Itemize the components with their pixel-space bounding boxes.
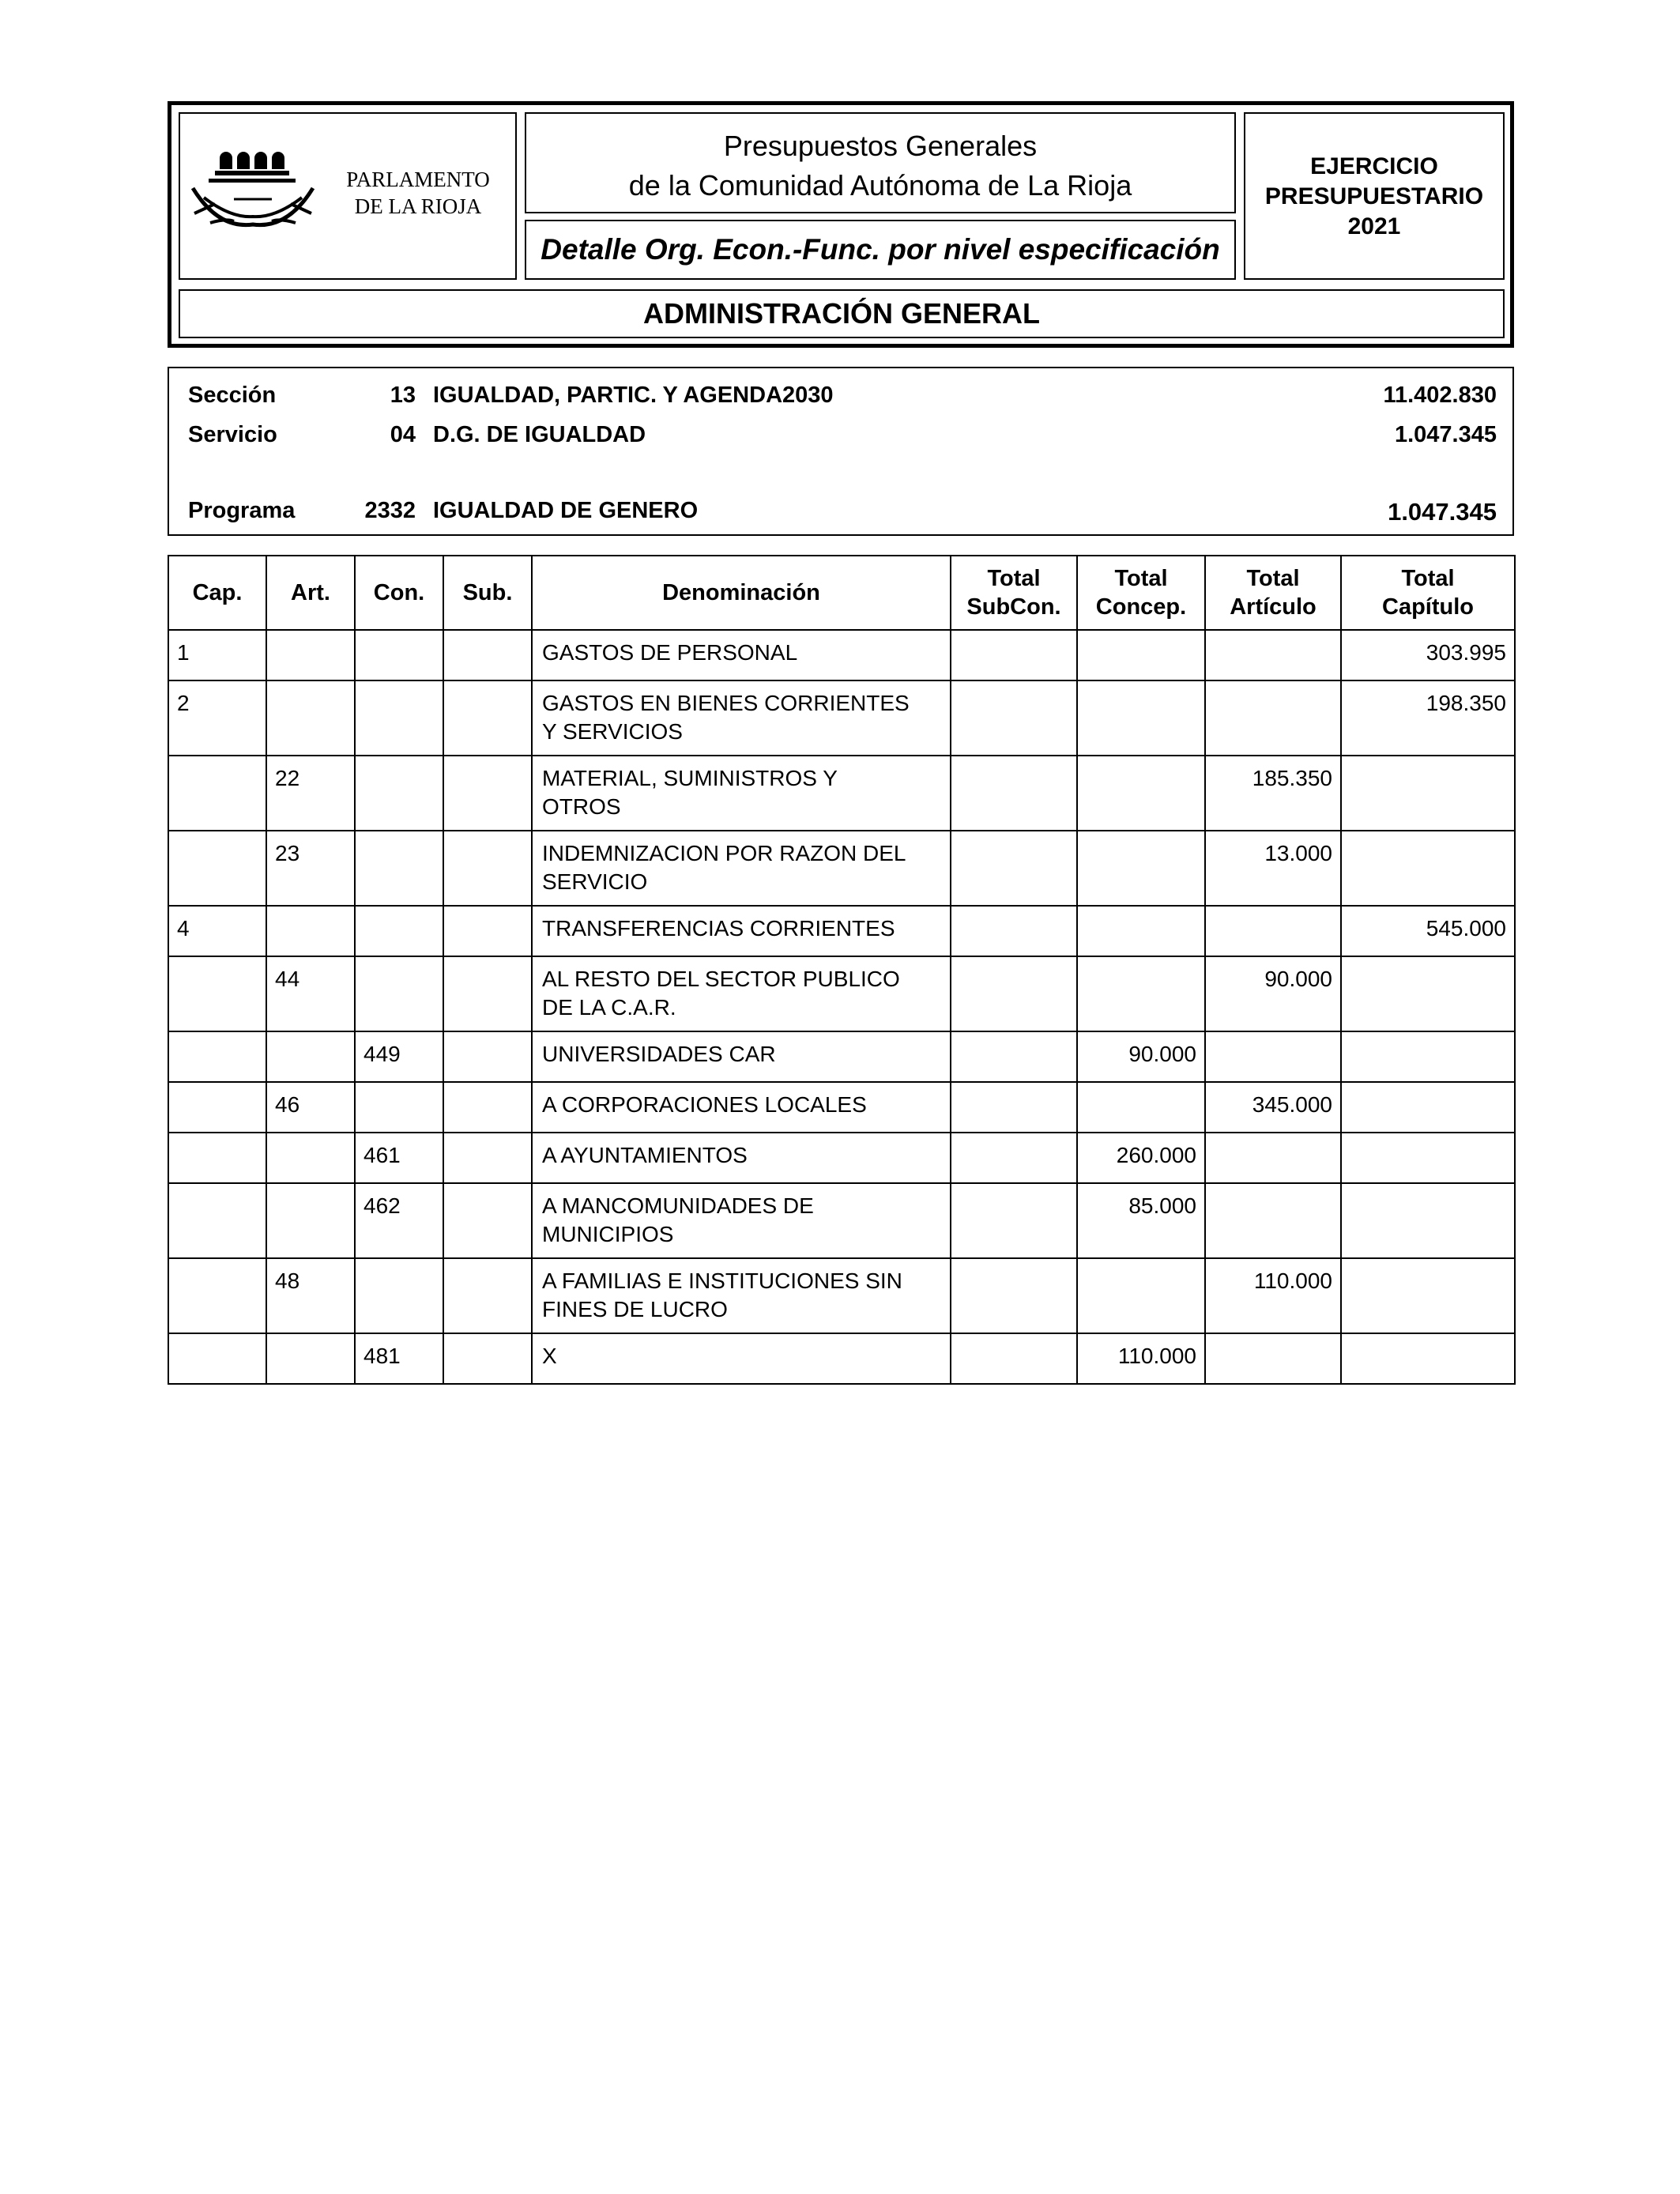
cell-cap [168, 831, 266, 906]
cell-cap: 2 [168, 680, 266, 756]
cell-total-concep [1077, 831, 1205, 906]
cell-total-subcon [951, 956, 1077, 1031]
cell-denominacion [532, 831, 951, 906]
cell-total-concep [1077, 756, 1205, 831]
cell-total-concep [1077, 630, 1205, 680]
header-denominacion: Denominación [532, 556, 951, 630]
administration-box [179, 289, 1505, 338]
cell-art [266, 1183, 355, 1258]
den-line: INDEMNIZACION POR RAZON DEL [542, 841, 906, 865]
cell-art: 46 [266, 1082, 355, 1133]
cell-total-concep: 260.000 [1077, 1133, 1205, 1183]
cell-total-articulo [1205, 1031, 1341, 1082]
cell-sub [443, 1258, 532, 1333]
cell-total-capitulo: 198.350 [1341, 680, 1515, 756]
header-text: Concep. [1095, 594, 1187, 620]
servicio-label: Servicio [188, 422, 277, 447]
cell-sub [443, 1183, 532, 1258]
fiscal-year-line-2: PRESUPUESTARIO [1264, 183, 1484, 209]
cell-con [355, 1082, 443, 1133]
programa-code: 2332 [364, 498, 416, 523]
cell-total-capitulo [1341, 1333, 1515, 1384]
header-con: Con. [355, 556, 443, 630]
cell-denominacion [532, 756, 951, 831]
cell-total-capitulo: 303.995 [1341, 630, 1515, 680]
header-cap: Cap. [168, 556, 266, 630]
cell-total-capitulo [1341, 1082, 1515, 1133]
den-line: SERVICIO [542, 869, 648, 894]
subtitle-box [525, 220, 1236, 280]
cell-total-capitulo [1341, 831, 1515, 906]
den-line: Y SERVICIOS [542, 719, 683, 744]
cell-con [355, 756, 443, 831]
cell-total-subcon [951, 1333, 1077, 1384]
cell-sub [443, 1031, 532, 1082]
cell-con [355, 680, 443, 756]
budget-table [168, 555, 1516, 1385]
cell-total-capitulo [1341, 1031, 1515, 1082]
cell-total-subcon [951, 1258, 1077, 1333]
cell-denominacion [532, 1133, 951, 1183]
cell-denominacion [532, 1082, 951, 1133]
cell-total-concep: 110.000 [1077, 1333, 1205, 1384]
servicio-name: D.G. DE IGUALDAD [433, 422, 646, 447]
logo-text [327, 166, 509, 220]
cell-total-capitulo [1341, 956, 1515, 1031]
cell-total-concep: 85.000 [1077, 1183, 1205, 1258]
cell-sub [443, 756, 532, 831]
cell-total-concep [1077, 906, 1205, 956]
header-text: SubCon. [966, 594, 1061, 620]
cell-total-concep [1077, 680, 1205, 756]
cell-cap [168, 1133, 266, 1183]
cell-art [266, 1133, 355, 1183]
cell-sub [443, 1133, 532, 1183]
programa-name: IGUALDAD DE GENERO [433, 498, 699, 523]
seccion-label: Sección [188, 383, 277, 408]
cell-denominacion [532, 680, 951, 756]
table-row [168, 1183, 1515, 1258]
den-line: A CORPORACIONES LOCALES [542, 1092, 867, 1117]
den-line: MUNICIPIOS [542, 1222, 674, 1246]
fiscal-year-value: 2021 [1347, 213, 1401, 239]
cell-cap: 4 [168, 906, 266, 956]
header-text: Total [1246, 566, 1300, 591]
cell-total-articulo: 110.000 [1205, 1258, 1341, 1333]
cell-sub [443, 680, 532, 756]
cell-total-articulo: 13.000 [1205, 831, 1341, 906]
header-text: Total [1401, 566, 1455, 591]
header-sub: Sub. [443, 556, 532, 630]
programa-row [169, 498, 1512, 530]
cell-art: 48 [266, 1258, 355, 1333]
cell-con [355, 630, 443, 680]
servicio-code: 04 [390, 422, 416, 447]
cell-con [355, 906, 443, 956]
cell-total-concep: 90.000 [1077, 1031, 1205, 1082]
cell-sub [443, 1082, 532, 1133]
den-line: A MANCOMUNIDADES DE [542, 1193, 814, 1218]
den-line: A AYUNTAMIENTOS [542, 1143, 748, 1167]
header-total-articulo [1205, 556, 1341, 630]
header-art: Art. [266, 556, 355, 630]
den-line: GASTOS EN BIENES CORRIENTES [542, 691, 910, 715]
cell-denominacion [532, 1333, 951, 1384]
cell-con [355, 831, 443, 906]
cell-total-capitulo [1341, 1183, 1515, 1258]
cell-art [266, 630, 355, 680]
cell-con: 462 [355, 1183, 443, 1258]
cell-total-capitulo [1341, 756, 1515, 831]
cell-art: 22 [266, 756, 355, 831]
den-line: DE LA C.A.R. [542, 995, 676, 1020]
fiscal-year-line-1: EJERCICIO [1310, 153, 1438, 179]
document-subtitle: Detalle Org. Econ.-Func. por nivel especificación [541, 233, 1220, 266]
programa-label: Programa [188, 498, 296, 523]
cell-sub [443, 906, 532, 956]
cell-con [355, 956, 443, 1031]
table-row [168, 1082, 1515, 1133]
cell-total-subcon [951, 756, 1077, 831]
seccion-name: IGUALDAD, PARTIC. Y AGENDA2030 [433, 383, 834, 408]
cell-sub [443, 630, 532, 680]
den-line: MATERIAL, SUMINISTROS Y [542, 766, 838, 790]
logo-line-1: PARLAMENTO [346, 168, 490, 191]
header-total-concep [1077, 556, 1205, 630]
den-line: TRANSFERENCIAS CORRIENTES [542, 916, 895, 941]
cell-total-subcon [951, 1082, 1077, 1133]
header-text: Capítulo [1382, 594, 1474, 620]
den-line: X [542, 1344, 557, 1368]
cell-total-subcon [951, 630, 1077, 680]
cell-con [355, 1258, 443, 1333]
cell-sub [443, 956, 532, 1031]
cell-denominacion [532, 630, 951, 680]
cell-total-articulo: 345.000 [1205, 1082, 1341, 1133]
programa-amount: 1.047.345 [1388, 498, 1497, 526]
den-line: OTROS [542, 794, 621, 819]
cell-total-articulo [1205, 1183, 1341, 1258]
cell-total-subcon [951, 680, 1077, 756]
cell-cap [168, 1333, 266, 1384]
header-total-capitulo [1341, 556, 1515, 630]
cell-total-subcon [951, 1031, 1077, 1082]
cell-total-concep [1077, 956, 1205, 1031]
cell-cap [168, 956, 266, 1031]
table-row [168, 756, 1515, 831]
den-line: UNIVERSIDADES CAR [542, 1042, 776, 1066]
seccion-row [169, 383, 1512, 414]
table-row [168, 630, 1515, 680]
parliament-logo-icon [186, 142, 329, 245]
cell-total-articulo [1205, 1133, 1341, 1183]
table-row [168, 831, 1515, 906]
title-box [525, 112, 1236, 213]
cell-total-capitulo [1341, 1258, 1515, 1333]
cell-art [266, 680, 355, 756]
table-row [168, 956, 1515, 1031]
cell-art: 23 [266, 831, 355, 906]
cell-art: 44 [266, 956, 355, 1031]
servicio-row [169, 422, 1512, 454]
table-row [168, 906, 1515, 956]
cell-total-capitulo [1341, 1133, 1515, 1183]
cell-cap [168, 1082, 266, 1133]
cell-total-concep [1077, 1082, 1205, 1133]
cell-total-capitulo: 545.000 [1341, 906, 1515, 956]
cell-total-subcon [951, 1183, 1077, 1258]
cell-art [266, 1333, 355, 1384]
header-text: Artículo [1230, 594, 1317, 620]
document-title-line-1: Presupuestos Generales [723, 130, 1038, 162]
logo-line-2: DE LA RIOJA [354, 194, 482, 218]
cell-con: 481 [355, 1333, 443, 1384]
den-line: FINES DE LUCRO [542, 1297, 728, 1321]
cell-total-articulo [1205, 680, 1341, 756]
seccion-code: 13 [390, 383, 416, 408]
cell-denominacion [532, 906, 951, 956]
servicio-amount: 1.047.345 [1394, 422, 1497, 447]
cell-total-articulo: 90.000 [1205, 956, 1341, 1031]
section-summary [168, 367, 1514, 536]
table-row [168, 1258, 1515, 1333]
cell-art [266, 906, 355, 956]
logo-box [179, 112, 517, 280]
seccion-amount: 11.402.830 [1383, 383, 1497, 408]
cell-total-subcon [951, 906, 1077, 956]
cell-cap [168, 1183, 266, 1258]
cell-denominacion [532, 1258, 951, 1333]
table-row [168, 1133, 1515, 1183]
table-row [168, 1333, 1515, 1384]
cell-total-subcon [951, 831, 1077, 906]
cell-cap [168, 1258, 266, 1333]
cell-denominacion [532, 1031, 951, 1082]
cell-denominacion [532, 956, 951, 1031]
header-text: Total [987, 566, 1041, 591]
cell-sub [443, 1333, 532, 1384]
cell-total-subcon [951, 1133, 1077, 1183]
den-line: GASTOS DE PERSONAL [542, 640, 798, 665]
cell-cap: 1 [168, 630, 266, 680]
cell-con: 449 [355, 1031, 443, 1082]
cell-total-articulo [1205, 1333, 1341, 1384]
den-line: AL RESTO DEL SECTOR PUBLICO [542, 967, 900, 991]
cell-total-articulo [1205, 906, 1341, 956]
den-line: A FAMILIAS E INSTITUCIONES SIN [542, 1269, 902, 1293]
fiscal-year-box [1244, 112, 1505, 280]
cell-total-concep [1077, 1258, 1205, 1333]
cell-cap [168, 756, 266, 831]
header-total-subcon [951, 556, 1077, 630]
table-row [168, 680, 1515, 756]
document-title-line-2: de la Comunidad Autónoma de La Rioja [628, 169, 1132, 202]
administration-title: ADMINISTRACIÓN GENERAL [643, 297, 1040, 330]
cell-denominacion [532, 1183, 951, 1258]
table-row [168, 1031, 1515, 1082]
cell-con: 461 [355, 1133, 443, 1183]
cell-cap [168, 1031, 266, 1082]
cell-sub [443, 831, 532, 906]
cell-total-articulo [1205, 630, 1341, 680]
header-text: Total [1114, 566, 1168, 591]
table-header-row [168, 556, 1515, 630]
cell-total-articulo: 185.350 [1205, 756, 1341, 831]
cell-art [266, 1031, 355, 1082]
